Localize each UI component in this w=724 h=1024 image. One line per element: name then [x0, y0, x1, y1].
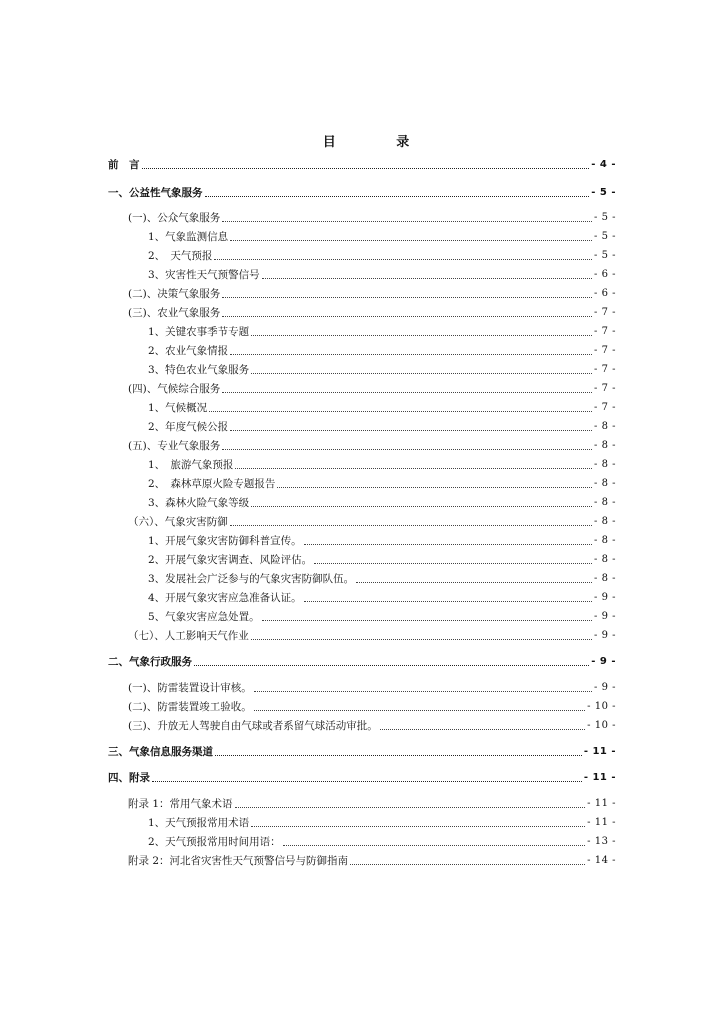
toc-entry-page: - 7 -: [594, 402, 616, 413]
toc-entry-page: - 5 -: [594, 231, 616, 242]
dot-leader: [254, 709, 585, 711]
dot-leader: [283, 844, 585, 846]
toc-entry-page: - 7 -: [594, 364, 616, 375]
toc-entry-label: (二)、决策气象服务: [128, 288, 221, 300]
toc-entry-label: 附录 1：常用气象术语: [128, 798, 233, 810]
dot-leader: [222, 220, 592, 222]
toc-entry-label: 5、气象灾害应急处置。: [148, 611, 260, 623]
dot-leader: [222, 391, 592, 393]
toc-entry-label: 四、附录: [108, 772, 150, 784]
toc-entry-label: 二、气象行政服务: [108, 656, 192, 668]
toc-entry-page: - 9 -: [594, 592, 616, 603]
dot-leader: [209, 410, 592, 412]
dot-leader: [194, 664, 589, 666]
toc-entry[interactable]: [108, 833, 616, 849]
dot-leader: [142, 167, 590, 169]
dot-leader: [230, 429, 592, 431]
toc-entry-label: 前 言: [108, 159, 140, 171]
toc-entry-label: 1、天气预报常用术语: [148, 817, 250, 829]
dot-leader: [230, 524, 592, 526]
toc-entry-page: - 14 -: [587, 855, 616, 866]
toc-entry-page: - 5 -: [594, 250, 616, 261]
dot-leader: [251, 334, 592, 336]
toc-entry-page: - 6 -: [594, 269, 616, 280]
toc-entry[interactable]: [108, 679, 616, 695]
toc-entry[interactable]: [108, 304, 616, 320]
toc-entry[interactable]: [108, 380, 616, 396]
toc-entry-label: 1、气象监测信息: [148, 231, 229, 243]
toc-entry-page: - 8 -: [594, 421, 616, 432]
toc-entry-page: - 8 -: [594, 516, 616, 527]
toc-entry-page: - 8 -: [594, 535, 616, 546]
toc-entry-label: （七）、人工影响天气作业: [128, 630, 249, 642]
dot-leader: [254, 690, 592, 692]
toc-entry-page: - 10 -: [587, 720, 616, 731]
toc-entry-page: - 10 -: [587, 701, 616, 712]
toc-entry[interactable]: [108, 769, 616, 785]
dot-leader: [222, 315, 592, 317]
toc-entry-label: 2、 森林草原火险专题报告: [148, 478, 276, 490]
toc-entry-page: - 11 -: [587, 817, 616, 828]
toc-entry-label: (二)、防雷装置竣工验收。: [128, 701, 252, 713]
toc-entry[interactable]: [108, 228, 616, 244]
dot-leader: [304, 543, 592, 545]
toc-entry[interactable]: [108, 418, 616, 434]
toc-entry[interactable]: [108, 209, 616, 225]
dot-leader: [215, 754, 582, 756]
toc-title: 目 录: [322, 135, 438, 150]
toc-entry-page: - 7 -: [594, 383, 616, 394]
toc-entry[interactable]: [108, 532, 616, 548]
toc-entry-page: - 8 -: [594, 440, 616, 451]
dot-leader: [235, 467, 592, 469]
dot-leader: [222, 296, 592, 298]
toc-entry-label: (四)、气候综合服务: [128, 383, 221, 395]
dot-leader: [304, 600, 592, 602]
toc-entry-page: - 9 -: [594, 611, 616, 622]
toc-entry[interactable]: [108, 399, 616, 415]
dot-leader: [230, 239, 592, 241]
toc-entry[interactable]: [108, 323, 616, 339]
toc-entry-label: 附录 2：河北省灾害性天气预警信号与防御指南: [128, 855, 349, 867]
toc-entry[interactable]: [108, 589, 616, 605]
toc-entry-label: 3、灾害性天气预警信号: [148, 269, 260, 281]
toc-entry-page: - 8 -: [594, 478, 616, 489]
toc-entry[interactable]: [108, 717, 616, 733]
dot-leader: [262, 619, 592, 621]
toc-entry-label: (一)、公众气象服务: [128, 212, 221, 224]
toc-entry[interactable]: [108, 513, 616, 529]
toc-entry[interactable]: [108, 184, 616, 200]
toc-entry[interactable]: [108, 653, 616, 669]
toc-entry-label: 三、气象信息服务渠道: [108, 746, 213, 758]
dot-leader: [222, 448, 592, 450]
dot-leader: [350, 863, 585, 865]
toc-entry[interactable]: [108, 494, 616, 510]
dot-leader: [205, 195, 590, 197]
toc-entry[interactable]: [108, 247, 616, 263]
dot-leader: [356, 581, 592, 583]
toc-entry-page: - 7 -: [594, 345, 616, 356]
toc-entry-page: - 5 -: [591, 187, 616, 198]
toc-entry-page: - 8 -: [594, 497, 616, 508]
toc-entry[interactable]: [108, 475, 616, 491]
toc-entry-page: - 7 -: [594, 326, 616, 337]
toc-entry-page: - 6 -: [594, 288, 616, 299]
toc-entry[interactable]: [108, 456, 616, 472]
dot-leader: [235, 806, 586, 808]
toc-entry-page: - 11 -: [583, 746, 616, 757]
toc-entry-page: - 9 -: [594, 630, 616, 641]
toc-entry[interactable]: [108, 570, 616, 586]
dot-leader: [380, 728, 585, 730]
toc-entry-label: (三)、升放无人驾驶自由气球或者系留气球活动审批。: [128, 720, 378, 732]
toc-entry[interactable]: [108, 551, 616, 567]
toc-entry-page: - 7 -: [594, 307, 616, 318]
toc-entry-page: - 11 -: [583, 772, 616, 783]
toc-entry[interactable]: [108, 361, 616, 377]
toc-entry-label: 1、关键农事季节专题: [148, 326, 250, 338]
toc-entry[interactable]: [108, 156, 616, 172]
toc-entry[interactable]: [108, 437, 616, 453]
toc-entry-page: - 8 -: [594, 459, 616, 470]
toc-entry[interactable]: [108, 627, 616, 643]
dot-leader: [152, 780, 582, 782]
dot-leader: [251, 372, 592, 374]
toc-entry-label: 2、年度气候公报: [148, 421, 229, 433]
toc-entry[interactable]: [108, 795, 616, 811]
toc-entry[interactable]: [108, 342, 616, 358]
toc-entry-label: 1、气候概况: [148, 402, 208, 414]
toc-entry-label: 3、特色农业气象服务: [148, 364, 250, 376]
dot-leader: [277, 486, 592, 488]
toc-entry-label: 2、农业气象情报: [148, 345, 229, 357]
toc-entry[interactable]: [108, 698, 616, 714]
toc-entry-label: (三)、农业气象服务: [128, 307, 221, 319]
toc-entry-page: - 8 -: [594, 573, 616, 584]
toc-entry-label: 一、公益性气象服务: [108, 187, 203, 199]
toc-entry-label: 2、 天气预报: [148, 250, 213, 262]
toc-entry[interactable]: [108, 743, 616, 759]
toc-entry-label: 2、天气预报常用时间用语：: [148, 836, 281, 848]
toc-entry-label: 1、 旅游气象预报: [148, 459, 234, 471]
toc-entry[interactable]: [108, 266, 616, 282]
dot-leader: [251, 505, 592, 507]
toc-entry[interactable]: [108, 608, 616, 624]
toc-entry-page: - 4 -: [591, 159, 616, 170]
toc-entry-label: 3、发展社会广泛参与的气象灾害防御队伍。: [148, 573, 355, 585]
toc-entry-label: (五)、专业气象服务: [128, 440, 221, 452]
toc-entry-label: （六）、气象灾害防御: [128, 516, 228, 528]
toc-entry-page: - 9 -: [591, 656, 616, 667]
dot-leader: [314, 562, 592, 564]
dot-leader: [251, 825, 585, 827]
toc-entry-label: 3、森林火险气象等级: [148, 497, 250, 509]
toc-entry-page: - 5 -: [594, 212, 616, 223]
dot-leader: [214, 258, 592, 260]
toc-entry-page: - 13 -: [587, 836, 616, 847]
toc-entry[interactable]: [108, 852, 616, 868]
dot-leader: [251, 638, 592, 640]
dot-leader: [230, 353, 592, 355]
toc-entry-page: - 9 -: [594, 682, 616, 693]
toc-entry-label: 4、开展气象灾害应急准备认证。: [148, 592, 302, 604]
toc-entry-label: 1、开展气象灾害防御科普宣传。: [148, 535, 302, 547]
toc-entry-page: - 11 -: [587, 798, 616, 809]
dot-leader: [262, 277, 592, 279]
toc-entry[interactable]: [108, 285, 616, 301]
toc-entry-page: - 8 -: [594, 554, 616, 565]
toc-entry[interactable]: [108, 814, 616, 830]
toc-entry-label: (一)、防雷装置设计审核。: [128, 682, 252, 694]
toc-entry-label: 2、开展气象灾害调查、风险评估。: [148, 554, 313, 566]
